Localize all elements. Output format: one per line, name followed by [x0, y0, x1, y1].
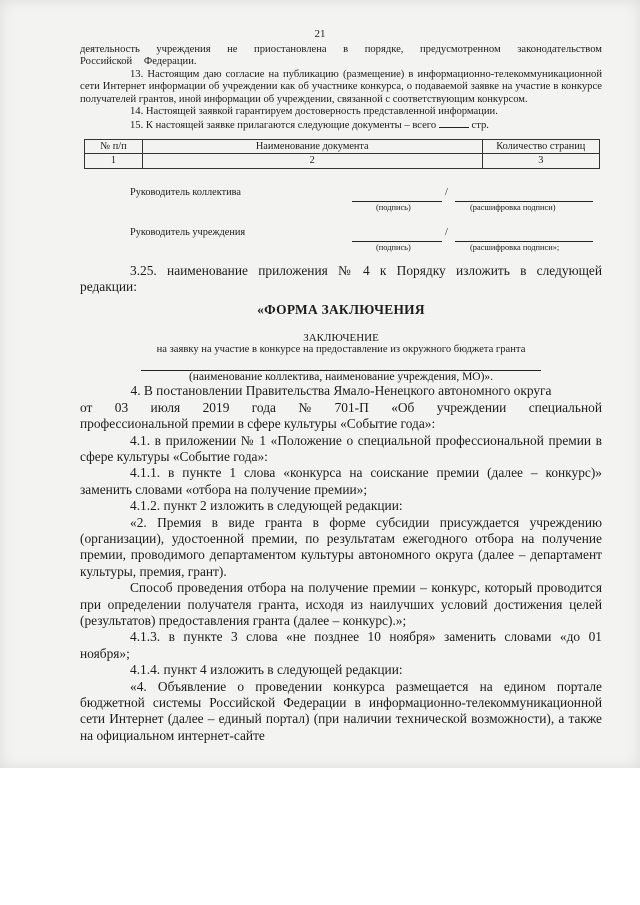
paragraph-4-1: 4.1. в приложении № 1 «Положение о специальной профессиональной премии в сфере культуры «Событие года»: [80, 432, 602, 464]
signature-caption: (расшифровка подписи»; [470, 242, 560, 252]
paragraph-4-1-1: 4.1.1. в пункте 1 слова «конкурса на соискание премии (далее – конкурс)» заменить словами «отбора на получение премии»; [80, 465, 602, 497]
signature-decoding-line[interactable] [455, 200, 593, 202]
signature-caption: (подпись) [376, 242, 411, 252]
table-cell: 3 [482, 154, 599, 169]
item-15-text: 15. К настоящей заявке прилагаются следующие документы – всего [130, 120, 437, 132]
table-header: № п/п [85, 139, 143, 154]
signature-label: Руководитель коллектива [130, 186, 241, 198]
continued-paragraph: деятельность учреждения не приостановлена в порядке, предусмотренном законодательством Российской Федерации. [80, 44, 602, 68]
signature-decoding-line[interactable] [455, 240, 593, 242]
item-15 [80, 118, 602, 132]
page-count-blank[interactable] [439, 118, 469, 128]
page-content [80, 44, 602, 744]
table-header: Количество страниц [482, 139, 599, 154]
paragraph-4-line-2: от 03 июля 2019 года № 701-П «Об учреждении специальной [80, 399, 602, 415]
signature-block [80, 171, 602, 263]
item-15-unit: стр. [471, 120, 489, 132]
signature-caption: (подпись) [376, 202, 411, 212]
blank-margin [0, 768, 640, 905]
paragraph-4-1-4-quote: «4. Объявление о проведении конкурса размещается на едином портале бюджетной системы Российской Федерации в информационно-телекоммуникационной сети Интернет (далее – единый портал) (при наличии технической возможности), а также на официальном интернет-сайте [80, 678, 602, 743]
item-13: 13. Настоящим даю согласие на публикацию (размещение) в информационно-телекоммуникационной сети Интернет информации об учреждении как об участнике конкурса, о подаваемой заявке на участие в конкурсе получателей грантов, иной информации об учреждении, связанной с соответствующим конкурсом. [80, 68, 602, 105]
page-number: 21 [314, 28, 326, 40]
paragraph-4-line-1: 4. В постановлении Правительства Ямало-Ненецкого автономного округа [130, 383, 552, 399]
paragraph-4-1-2-quote: «2. Премия в виде гранта в форме субсидии присуждается учреждению (организации), удостоенной премии, по результатам ежегодного отбора на получение премии, проводимого департаментом культуры автономного округа (далее – департамент культуры, премия, грант). [80, 514, 602, 579]
documents-table [84, 139, 600, 169]
paragraph-4-line-3: профессиональной премии в сфере культуры «Событие года»: [80, 416, 436, 432]
signature-line[interactable] [352, 240, 442, 242]
conclusion-subtitle: на заявку на участие в конкурсе на предоставление из окружного бюджета гранта [156, 344, 526, 356]
table-row [85, 154, 600, 169]
table-header-row [85, 139, 600, 154]
table-cell: 1 [85, 154, 143, 169]
slash-divider: / [445, 186, 448, 198]
signature-line[interactable] [352, 200, 442, 202]
slash-divider: / [445, 226, 448, 238]
signature-caption: (расшифровка подписи) [470, 202, 556, 212]
paragraph-3-25: 3.25. наименование приложения № 4 к Порядку изложить в следующей редакции: [80, 262, 602, 295]
paragraph-4-1-4: 4.1.4. пункт 4 изложить в следующей редакции: [130, 662, 403, 678]
conclusion-title: ЗАКЛЮЧЕНИЕ [303, 332, 379, 345]
table-cell: 2 [142, 154, 482, 169]
paragraph-4-1-3: 4.1.3. в пункте 3 слова «не позднее 10 ноября» заменить словами «до 01 ноября»; [80, 629, 602, 661]
table-header: Наименование документа [142, 139, 482, 154]
item-14: 14. Настоящей заявкой гарантируем достоверность представленной информации. [130, 106, 498, 118]
paragraph-4-1-2-quote-2: Способ проведения отбора на получение премии – конкурс, который проводится при определении получателя гранта, исходя из наилучших условий достижения целей (результатов) предоставления гранта (далее – конкурс).»; [80, 580, 602, 628]
paragraph-4-1-2: 4.1.2. пункт 2 изложить в следующей редакции: [130, 498, 403, 514]
signature-label: Руководитель учреждения [130, 226, 246, 238]
form-title: «ФОРМА ЗАКЛЮЧЕНИЯ [257, 301, 425, 317]
conclusion-caption: (наименование коллектива, наименование учреждения, МО)». [188, 370, 494, 383]
